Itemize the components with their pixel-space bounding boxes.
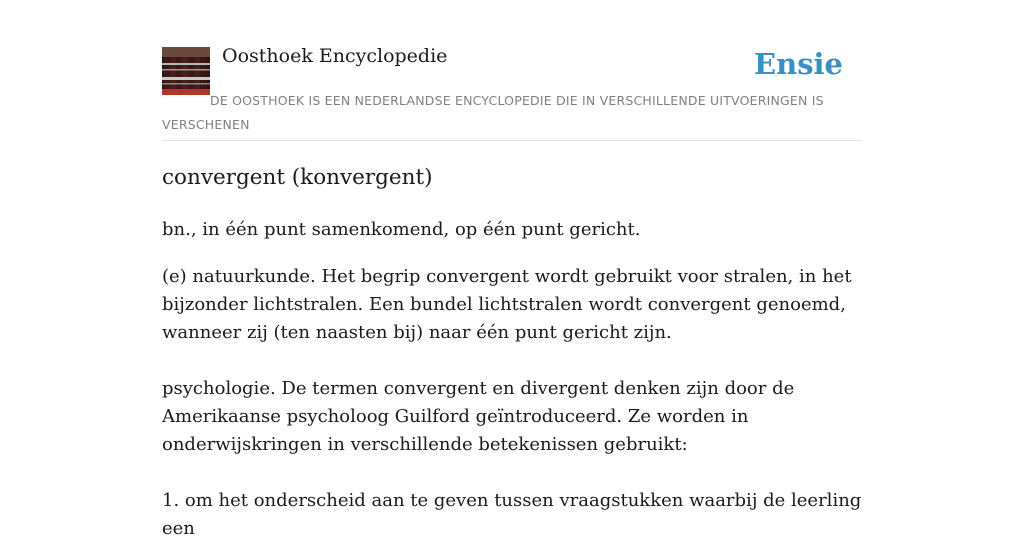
encyclopedia-books-icon xyxy=(162,47,210,95)
brand-logo[interactable]: Ensie xyxy=(754,47,843,81)
paragraph-spacer xyxy=(162,347,862,375)
article-list-item: 1. om het onderscheid aan te geven tussen vraagstukken waarbij de leerling een xyxy=(162,490,862,539)
paragraph-spacer xyxy=(162,459,862,487)
content-container xyxy=(162,0,862,539)
article-body xyxy=(162,216,862,543)
source-avatar[interactable] xyxy=(162,47,210,95)
article-title: convergent (konvergent) xyxy=(162,165,433,190)
source-name-link[interactable]: Oosthoek Encyclopedie xyxy=(222,45,448,67)
header xyxy=(162,0,862,141)
article-paragraph: (e) natuurkunde. Het begrip convergent wordt gebruikt voor stralen, in het bijzonder lichtstralen. Een bundel lichtstralen wordt convergent genoemd, wanneer zij (ten naasten bij) naar één punt gericht zijn. xyxy=(162,266,852,343)
article-paragraph: psychologie. De termen convergent en divergent denken zijn door de Amerikaanse psycholoog Guilford geïntroduceerd. Ze worden in onderwijskringen in verschillende betekenissen gebruikt: xyxy=(162,378,795,455)
source-tagline: DE OOSTHOEK IS EEN NEDERLANDSE ENCYCLOPEDIE DIE IN VERSCHILLENDE UITVOERINGEN IS VERSCHENEN xyxy=(162,93,824,132)
article-definition: bn., in één punt samenkomend, op één punt gericht. xyxy=(162,219,641,240)
